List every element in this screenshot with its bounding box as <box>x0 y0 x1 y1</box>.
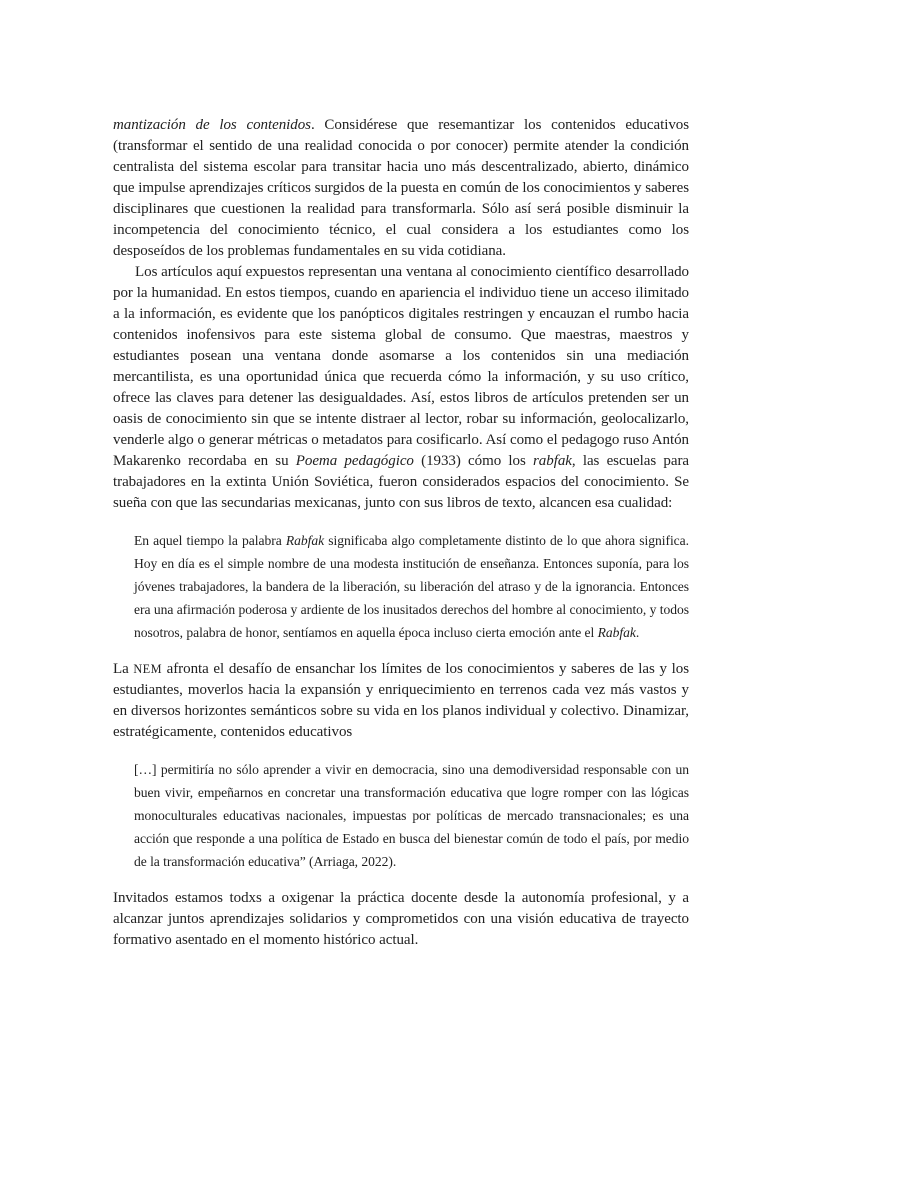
text-segment: Poema pedagógico <box>295 453 414 469</box>
text-segment: Rabfak <box>597 625 636 640</box>
text-segment: , las escuelas para trabajadores en la extinta Unión Soviética, fueron considerados espacios del conocimiento. Se sueña con que las secundarias mexicanas, junto con sus libros de texto, alcancen esa cualidad: <box>113 453 689 511</box>
paragraph <box>113 659 689 743</box>
text-segment: En aquel tiempo la palabra <box>134 533 286 548</box>
text-segment: significaba algo completamente distinto de lo que ahora significa. Hoy en día es el simple nombre de una modesta institución de enseñanza. Entonces suponía, para los jóvenes trabajadores, la bandera de la liberación, su liberación del atraso y de la ignorancia. Entonces era una afirmación poderosa y ardiente de los inusitados derechos del hombre al conocimiento, y todos nosotros, palabra de honor, sentíamos en aquella época incluso cierta emoción ante el <box>134 533 690 640</box>
text-segment: La <box>113 661 134 677</box>
text-segment: NEM <box>133 662 162 676</box>
text-segment: mantización de los contenidos <box>113 117 311 133</box>
text-segment: rabfak <box>533 453 572 469</box>
text-segment: Rabfak <box>285 533 325 548</box>
text-segment: Invitados estamos todxs a oxigenar la práctica docente desde la autonomía profesional, y a alcanzar juntos aprendizajes solidarios y comprometidos con una visión educativa de trayecto formativo asentado en el momento histórico actual. <box>113 890 689 948</box>
text-segment: afronta el desafío de ensanchar los límites de los conocimientos y saberes de las y los estudiantes, moverlos hacia la expansión y enriquecimiento en terrenos cada vez más vastos y en diversos horizontes semánticos sobre su vida en los planos individual y colectivo. Dinamizar, estratégicamente, contenidos educativos <box>113 661 689 740</box>
blockquote <box>134 529 689 644</box>
text-segment: . <box>635 625 640 640</box>
text-column <box>113 115 689 951</box>
text-segment: . Considérese que resemantizar los contenidos educativos (transformar el sentido de una realidad conocida o por conocer) permite atender la condición centralista del sistema escolar para transitar hacia uno más descentralizado, abierto, dinámico que impulse aprendizajes críticos surgidos de la puesta en común de los conocimientos y saberes disciplinares que cuestionen la realidad para transformarla. Sólo así será posible disminuir la incompetencia del conocimiento técnico, el cual considera a los estudiantes como los desposeídos de los problemas fundamentales en su vida cotidiana. <box>113 117 690 259</box>
paragraph <box>113 888 689 951</box>
text-segment: (1933) cómo los <box>413 453 534 469</box>
text-segment: Los artículos aquí expuestos representan una ventana al conocimiento científico desarrollado por la humanidad. En estos tiempos, cuando en apariencia el individuo tiene un acceso ilimitado a la información, es evidente que los panópticos digitales restringen y encauzan el rumbo hacia contenidos inofensivos para este sistema global de consumo. Que maestras, maestros y estudiantes posean una ventana donde asomarse a los contenidos sin una mediación mercantilista, es una oportunidad única que recuerda cómo la información, y su uso crítico, ofrece las claves para detener las desigualdades. Así, estos libros de artículos pretenden ser un oasis de conocimiento sin que se intente distraer al lector, robar su información, geolocalizarlo, venderle algo o generar métricas o metadatos para cosificarlo. Así como el pedagogo ruso Antón Makarenko recordaba en su <box>113 264 689 469</box>
text-segment: […] permitiría no sólo aprender a vivir en democracia, sino una demodiversidad responsable con un buen vivir, empeñarnos en concretar una transformación educativa que logre romper con las lógicas monoculturales educativas nacionales, impuestas por políticas de mercado transnacionales; es una acción que responde a una política de Estado en busca del bienestar común de todo el país, por medio de la transformación educativa” (Arriaga, 2022). <box>134 762 689 869</box>
paragraph <box>113 262 689 514</box>
paragraph <box>113 115 689 262</box>
blockquote <box>134 758 689 873</box>
